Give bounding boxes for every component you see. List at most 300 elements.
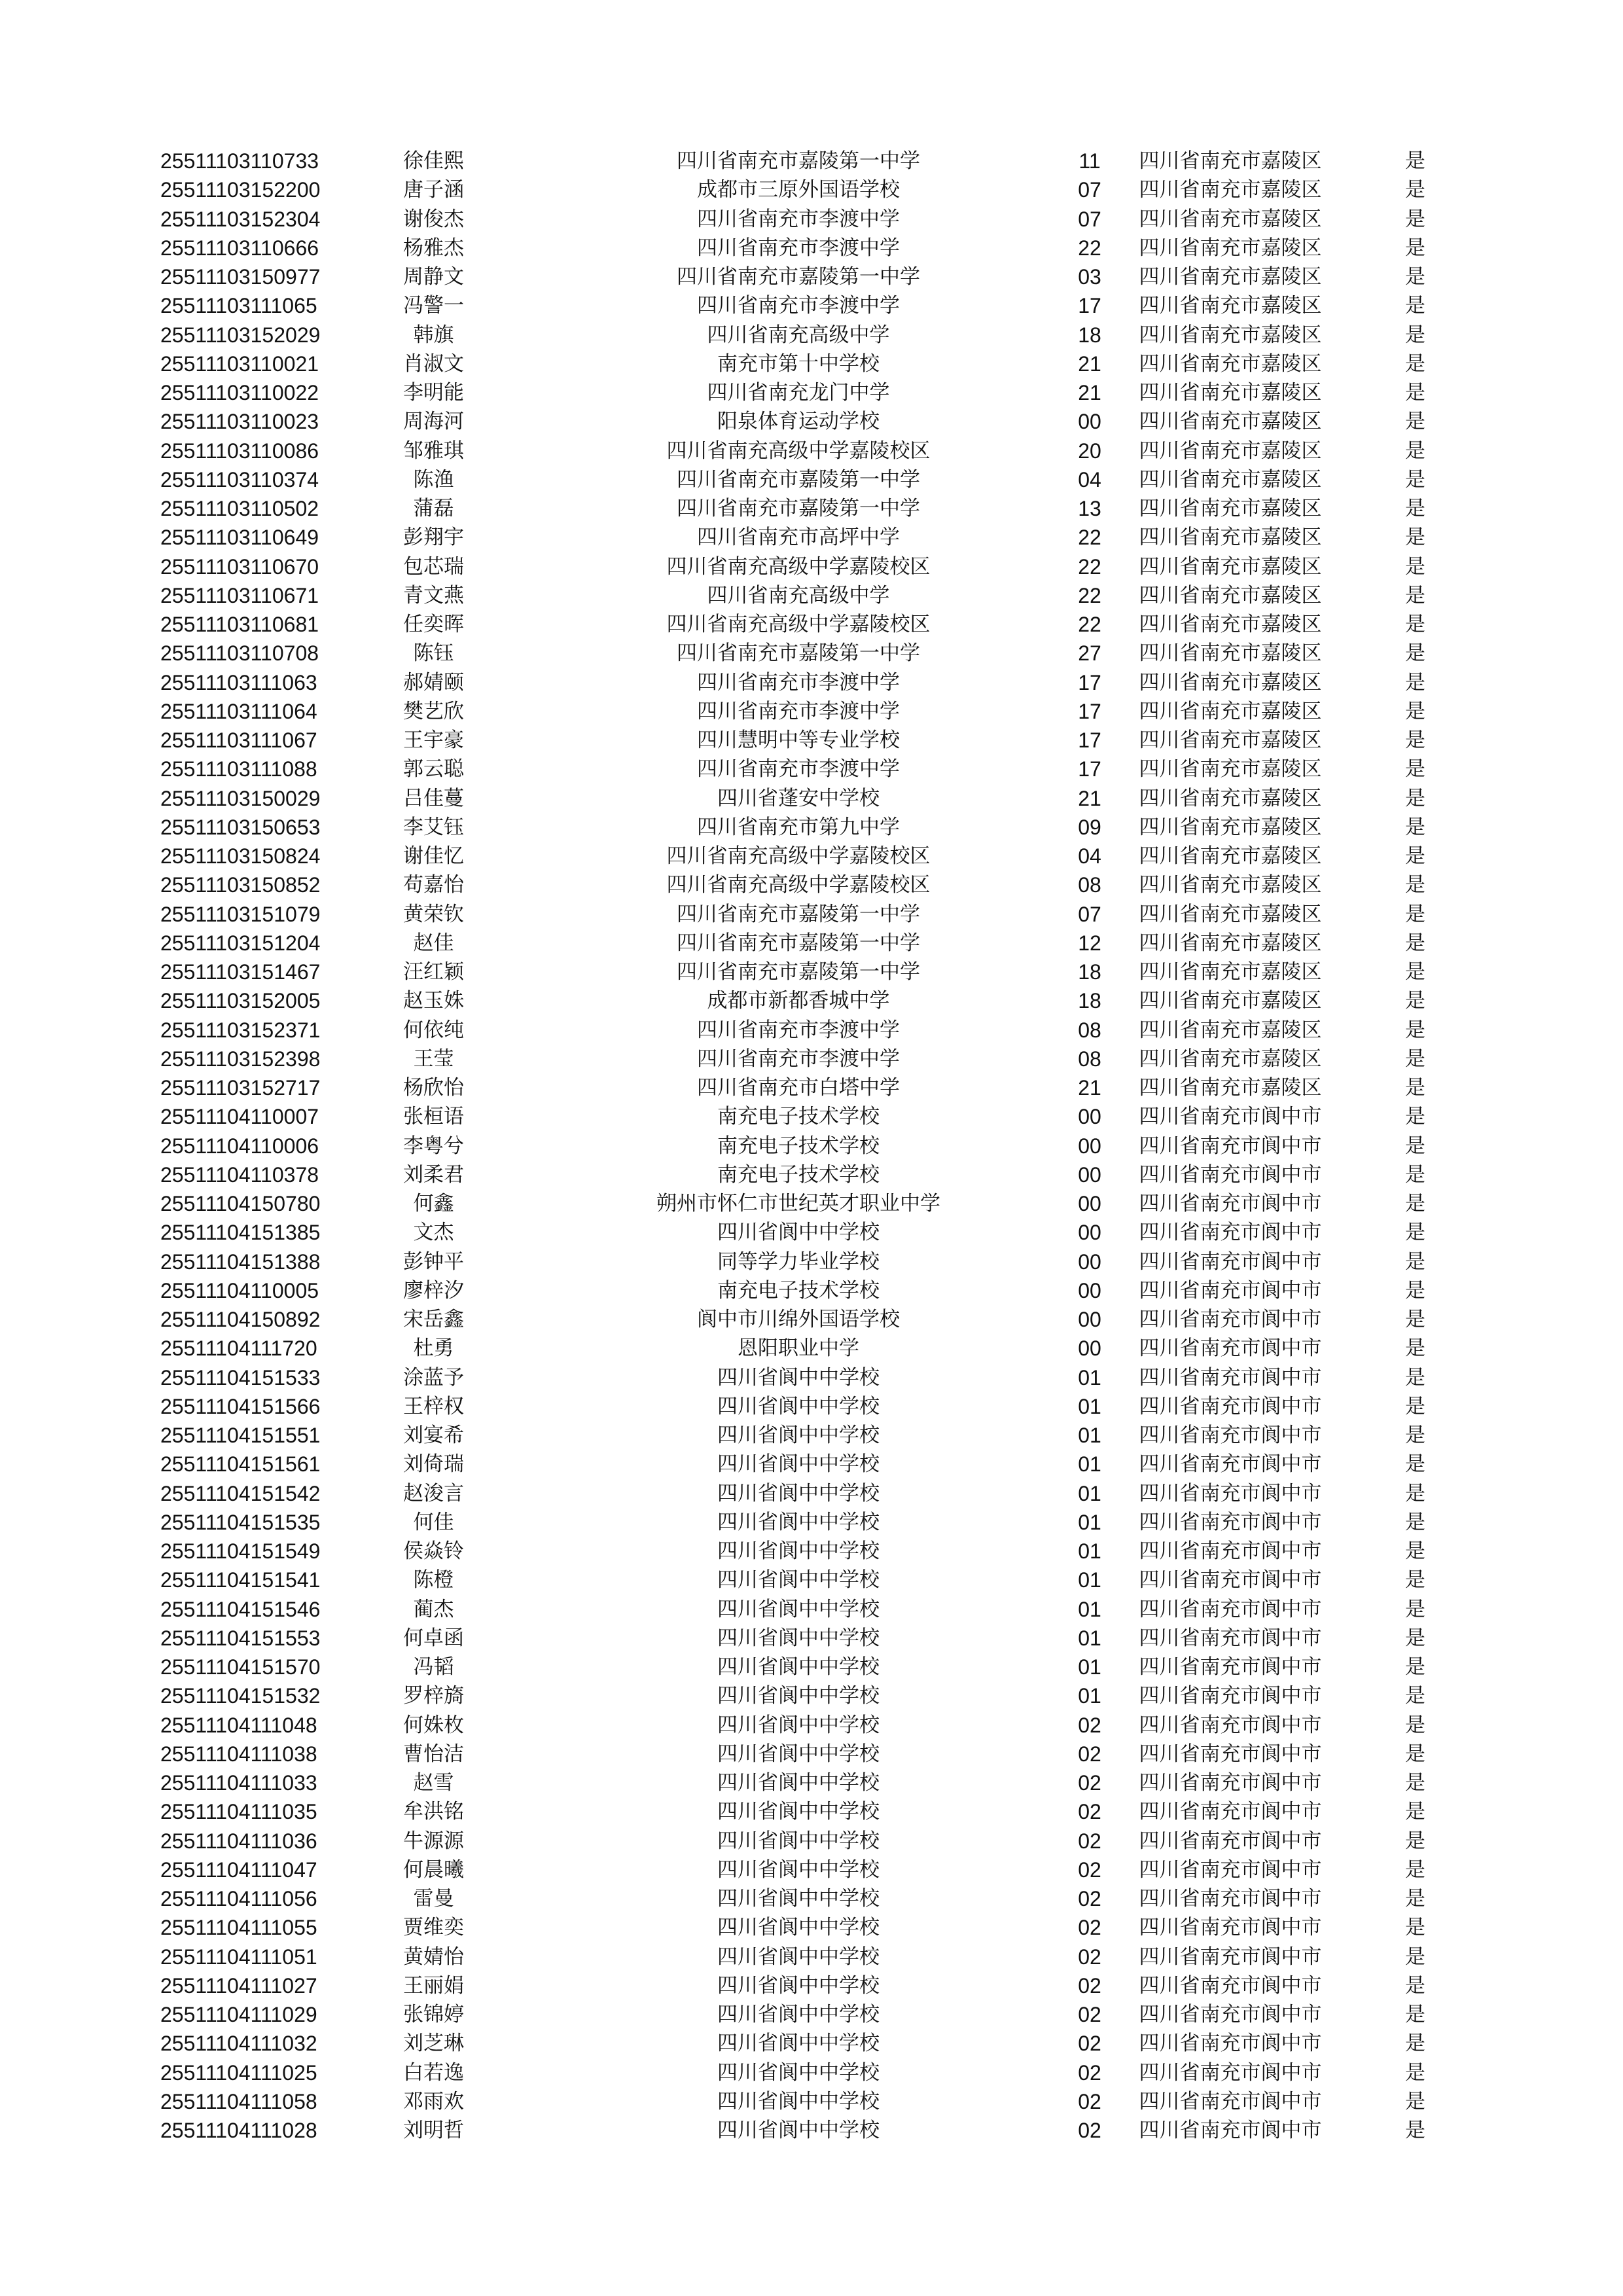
school-cell: 四川省阆中中学校 [717,1424,880,1447]
district-cell: 四川省南充市阆中市 [1139,1626,1322,1650]
district-cell: 四川省南充市嘉陵区 [1139,381,1322,404]
status-flag-cell: 是 [1405,699,1425,723]
district-cell: 四川省南充市嘉陵区 [1139,1018,1322,1042]
status-flag-cell: 是 [1405,757,1425,781]
class-code-cell: 02 [1078,2003,1101,2026]
school-cell: 四川省南充市第九中学 [697,815,900,839]
status-flag-cell: 是 [1405,786,1425,810]
student-id-cell: 25511103110681 [160,613,319,636]
class-code-cell: 18 [1078,989,1101,1013]
student-name-cell: 刘宴希 [403,1424,464,1447]
class-code-cell: 02 [1078,1771,1101,1795]
class-code-cell: 08 [1078,1047,1101,1071]
student-name-cell: 周静文 [403,265,464,289]
district-cell: 四川省南充市阆中市 [1139,1105,1322,1129]
school-cell: 四川省阆中中学校 [717,1713,880,1737]
class-code-cell: 01 [1078,1394,1101,1418]
student-name-cell: 肖淑文 [403,351,464,376]
status-flag-cell: 是 [1405,178,1425,202]
class-code-cell: 00 [1078,1249,1101,1274]
school-cell: 四川省南充市嘉陵第一中学 [677,641,920,666]
status-flag-cell: 是 [1405,1655,1425,1679]
student-name-cell: 罗梓旖 [403,1684,464,1708]
class-code-cell: 22 [1078,526,1101,550]
class-code-cell: 20 [1078,439,1101,463]
student-name-cell: 牟洪铭 [403,1800,464,1824]
table-row [160,1508,1443,1537]
student-id-cell: 25511103110021 [160,351,319,376]
table-row [160,1884,1443,1913]
class-code-cell: 00 [1078,1336,1101,1361]
district-cell: 四川省南充市阆中市 [1139,1684,1322,1708]
class-code-cell: 17 [1078,670,1101,694]
class-code-cell: 02 [1078,2060,1101,2085]
class-code-cell: 22 [1078,554,1101,579]
table-row [160,1971,1443,2000]
class-code-cell: 00 [1078,1308,1101,1331]
school-cell: 四川省阆中中学校 [717,1829,880,1853]
status-flag-cell: 是 [1405,1829,1425,1853]
table-row [160,1624,1443,1653]
student-id-cell: 25511104151535 [160,1510,321,1534]
student-id-cell: 25511103111088 [160,757,317,781]
table-row [160,958,1443,986]
table-row [160,1913,1443,1942]
school-cell: 四川省阆中中学校 [717,2089,880,2113]
district-cell: 四川省南充市阆中市 [1139,1481,1322,1505]
district-cell: 四川省南充市嘉陵区 [1139,149,1322,173]
table-row [160,842,1443,870]
district-cell: 四川省南充市阆中市 [1139,1221,1322,1245]
student-name-cell: 张桓语 [403,1105,464,1129]
school-cell: 四川省南充市李渡中学 [697,1018,900,1042]
student-name-cell: 陈渔 [413,467,454,492]
student-name-cell: 贾维奕 [403,1916,464,1940]
table-row [160,2000,1443,2029]
class-code-cell: 11 [1079,149,1101,173]
status-flag-cell: 是 [1405,1134,1425,1158]
student-name-cell: 杨欣怡 [403,1076,464,1100]
district-cell: 四川省南充市阆中市 [1139,2003,1322,2026]
table-row [160,1045,1443,1073]
school-cell: 四川省蓬安中学校 [717,786,880,810]
school-cell: 四川省阆中中学校 [717,1684,880,1708]
table-row [160,870,1443,899]
school-cell: 四川省阆中中学校 [717,1945,880,1969]
student-name-cell: 唐子涵 [403,178,464,202]
status-flag-cell: 是 [1405,1887,1425,1910]
status-flag-cell: 是 [1405,2060,1425,2085]
table-row [160,2087,1443,2116]
table-row [160,1189,1443,1218]
student-id-cell: 25511104151385 [160,1221,321,1245]
table-row [160,234,1443,262]
student-id-cell: 25511103150824 [160,844,321,868]
student-id-cell: 25511104151570 [160,1655,321,1679]
student-id-cell: 25511104151542 [160,1481,321,1505]
student-name-cell: 李艾钰 [403,815,464,839]
student-id-cell: 25511103152029 [160,323,321,347]
class-code-cell: 02 [1078,1945,1101,1969]
student-id-cell: 25511103152371 [160,1018,321,1042]
district-cell: 四川省南充市阆中市 [1139,1336,1322,1361]
status-flag-cell: 是 [1405,1973,1425,1998]
class-code-cell: 01 [1078,1481,1101,1505]
status-flag-cell: 是 [1405,1192,1425,1215]
district-cell: 四川省南充市嘉陵区 [1139,1047,1322,1071]
school-cell: 四川省阆中中学校 [717,1742,880,1766]
district-cell: 四川省南充市阆中市 [1139,1742,1322,1766]
student-name-cell: 廖梓汐 [403,1278,464,1302]
student-name-cell: 陈钰 [413,641,454,666]
student-name-cell: 侯焱铃 [403,1539,464,1563]
student-name-cell: 赵雪 [413,1771,454,1795]
class-code-cell: 18 [1078,960,1101,984]
status-flag-cell: 是 [1405,1076,1425,1100]
class-code-cell: 00 [1078,1134,1101,1158]
school-cell: 四川省南充市李渡中学 [697,207,900,231]
student-id-cell: 25511104110378 [160,1162,319,1187]
class-code-cell: 21 [1078,351,1101,376]
district-cell: 四川省南充市阆中市 [1139,1916,1322,1940]
class-code-cell: 13 [1078,497,1101,520]
district-cell: 四川省南充市阆中市 [1139,1192,1322,1215]
school-cell: 南充电子技术学校 [717,1162,880,1187]
district-cell: 四川省南充市嘉陵区 [1139,351,1322,376]
status-flag-cell: 是 [1405,873,1425,897]
student-name-cell: 刘柔君 [403,1162,464,1187]
district-cell: 四川省南充市嘉陵区 [1139,873,1322,897]
student-id-cell: 25511103111063 [160,670,317,694]
district-cell: 四川省南充市阆中市 [1139,1887,1322,1910]
school-cell: 四川省阆中中学校 [717,1655,880,1679]
class-code-cell: 00 [1078,1192,1101,1215]
student-name-cell: 黄婧怡 [403,1945,464,1969]
student-name-cell: 涂蓝予 [403,1365,464,1390]
status-flag-cell: 是 [1405,1105,1425,1129]
student-id-cell: 25511104110007 [160,1105,319,1129]
status-flag-cell: 是 [1405,1945,1425,1969]
student-name-cell: 周海河 [403,410,464,434]
class-code-cell: 22 [1078,613,1101,636]
student-name-cell: 雷曼 [413,1887,454,1910]
class-code-cell: 04 [1078,844,1101,868]
student-id-cell: 25511104151388 [160,1249,321,1274]
district-cell: 四川省南充市阆中市 [1139,1365,1322,1390]
student-id-cell: 25511104111036 [160,1829,317,1853]
status-flag-cell: 是 [1405,844,1425,868]
district-cell: 四川省南充市嘉陵区 [1139,728,1322,752]
student-id-cell: 25511104151541 [160,1568,321,1592]
status-flag-cell: 是 [1405,1857,1425,1882]
district-cell: 四川省南充市阆中市 [1139,2119,1322,2142]
status-flag-cell: 是 [1405,931,1425,955]
table-row [160,205,1443,234]
status-flag-cell: 是 [1405,1336,1425,1361]
district-cell: 四川省南充市阆中市 [1139,1771,1322,1795]
status-flag-cell: 是 [1405,1626,1425,1650]
table-row [160,291,1443,320]
student-id-cell: 25511103110086 [160,439,319,463]
student-table [160,147,1443,2145]
student-name-cell: 杨雅杰 [403,236,464,260]
district-cell: 四川省南充市嘉陵区 [1139,641,1322,666]
student-id-cell: 25511104151549 [160,1539,321,1563]
status-flag-cell: 是 [1405,1308,1425,1331]
district-cell: 四川省南充市阆中市 [1139,1452,1322,1477]
class-code-cell: 01 [1078,1510,1101,1534]
table-row [160,813,1443,842]
table-row [160,610,1443,639]
district-cell: 四川省南充市嘉陵区 [1139,554,1322,579]
table-row [160,2058,1443,2087]
school-cell: 南充市第十中学校 [717,351,880,376]
class-code-cell: 27 [1078,641,1101,666]
student-name-cell: 赵佳 [413,931,454,955]
class-code-cell: 02 [1078,1916,1101,1940]
school-cell: 南充电子技术学校 [717,1105,880,1129]
table-row [160,1218,1443,1247]
class-code-cell: 17 [1078,728,1101,752]
status-flag-cell: 是 [1405,467,1425,492]
student-name-cell: 刘倚瑞 [403,1452,464,1477]
table-row [160,1479,1443,1508]
table-row [160,1653,1443,1681]
table-row [160,2116,1443,2145]
student-name-cell: 牛源源 [403,1829,464,1853]
status-flag-cell: 是 [1405,902,1425,926]
student-name-cell: 王莹 [413,1047,454,1071]
district-cell: 四川省南充市嘉陵区 [1139,670,1322,694]
student-id-cell: 25511103110649 [160,526,319,550]
student-id-cell: 25511103111067 [160,728,317,752]
student-name-cell: 蔺杰 [413,1597,454,1621]
district-cell: 四川省南充市嘉陵区 [1139,207,1322,231]
school-cell: 四川省南充市嘉陵第一中学 [677,902,920,926]
district-cell: 四川省南充市阆中市 [1139,1857,1322,1882]
student-name-cell: 何卓函 [403,1626,464,1650]
class-code-cell: 00 [1078,1162,1101,1187]
class-code-cell: 07 [1078,178,1101,202]
status-flag-cell: 是 [1405,1365,1425,1390]
student-id-cell: 25511104111055 [160,1916,317,1940]
status-flag-cell: 是 [1405,641,1425,666]
student-id-cell: 25511104111025 [160,2060,317,2085]
status-flag-cell: 是 [1405,1510,1425,1534]
table-row [160,1334,1443,1363]
class-code-cell: 07 [1078,902,1101,926]
school-cell: 四川省南充市嘉陵第一中学 [677,265,920,289]
status-flag-cell: 是 [1405,613,1425,636]
student-name-cell: 何依纯 [403,1018,464,1042]
student-name-cell: 徐佳熙 [403,149,464,173]
student-id-cell: 25511103152398 [160,1047,321,1071]
student-name-cell: 张锦婷 [403,2003,464,2026]
table-row [160,784,1443,813]
district-cell: 四川省南充市嘉陵区 [1139,1076,1322,1100]
student-id-cell: 25511103110670 [160,554,319,579]
class-code-cell: 17 [1078,699,1101,723]
table-row [160,726,1443,755]
student-name-cell: 何鑫 [413,1192,454,1215]
class-code-cell: 21 [1078,786,1101,810]
school-cell: 朔州市怀仁市世纪英才职业中学 [656,1192,940,1215]
student-name-cell: 冯警一 [403,294,464,318]
school-cell: 四川省阆中中学校 [717,1568,880,1592]
class-code-cell: 04 [1078,467,1101,492]
status-flag-cell: 是 [1405,815,1425,839]
school-cell: 四川省南充市嘉陵第一中学 [677,497,920,520]
district-cell: 四川省南充市嘉陵区 [1139,613,1322,636]
table-row [160,1276,1443,1305]
class-code-cell: 02 [1078,2119,1101,2142]
status-flag-cell: 是 [1405,1916,1425,1940]
student-id-cell: 25511104111032 [160,2032,317,2056]
school-cell: 成都市三原外国语学校 [697,178,900,202]
class-code-cell: 01 [1078,1597,1101,1621]
school-cell: 四川省南充高级中学嘉陵校区 [666,554,931,579]
student-id-cell: 25511104111027 [160,1973,317,1998]
district-cell: 四川省南充市嘉陵区 [1139,294,1322,318]
class-code-cell: 00 [1078,1105,1101,1129]
class-code-cell: 08 [1078,1018,1101,1042]
status-flag-cell: 是 [1405,1162,1425,1187]
student-id-cell: 25511103152304 [160,207,321,231]
student-id-cell: 25511104111033 [160,1771,317,1795]
class-code-cell: 01 [1078,1424,1101,1447]
table-row [160,581,1443,610]
school-cell: 四川省阆中中学校 [717,2032,880,2056]
table-row [160,1392,1443,1421]
class-code-cell: 21 [1078,1076,1101,1100]
status-flag-cell: 是 [1405,960,1425,984]
status-flag-cell: 是 [1405,1742,1425,1766]
class-code-cell: 00 [1078,410,1101,434]
status-flag-cell: 是 [1405,554,1425,579]
school-cell: 四川省南充高级中学嘉陵校区 [666,439,931,463]
student-name-cell: 陈橙 [413,1568,454,1592]
district-cell: 四川省南充市阆中市 [1139,1539,1322,1563]
school-cell: 四川省南充市嘉陵第一中学 [677,467,920,492]
table-row [160,321,1443,350]
table-row [160,1363,1443,1392]
student-id-cell: 25511103111065 [160,294,317,318]
status-flag-cell: 是 [1405,728,1425,752]
student-name-cell: 宋岳鑫 [403,1308,464,1331]
table-row [160,494,1443,523]
table-row [160,1797,1443,1826]
status-flag-cell: 是 [1405,1221,1425,1245]
status-flag-cell: 是 [1405,670,1425,694]
school-cell: 南充电子技术学校 [717,1278,880,1302]
school-cell: 四川省南充市嘉陵第一中学 [677,931,920,955]
district-cell: 四川省南充市阆中市 [1139,2089,1322,2113]
class-code-cell: 12 [1078,931,1101,955]
student-id-cell: 25511103150852 [160,873,321,897]
school-cell: 四川省阆中中学校 [717,1857,880,1882]
student-name-cell: 赵玉姝 [403,989,464,1013]
district-cell: 四川省南充市嘉陵区 [1139,439,1322,463]
student-id-cell: 25511104150780 [160,1192,321,1215]
district-cell: 四川省南充市嘉陵区 [1139,583,1322,607]
district-cell: 四川省南充市嘉陵区 [1139,902,1322,926]
status-flag-cell: 是 [1405,497,1425,520]
student-name-cell: 杜勇 [413,1336,454,1361]
status-flag-cell: 是 [1405,1713,1425,1737]
district-cell: 四川省南充市嘉陵区 [1139,236,1322,260]
status-flag-cell: 是 [1405,1424,1425,1447]
school-cell: 四川省南充高级中学 [707,583,890,607]
student-id-cell: 25511104151561 [160,1452,321,1477]
status-flag-cell: 是 [1405,1047,1425,1071]
table-row [160,1247,1443,1276]
table-row [160,523,1443,552]
student-id-cell: 25511103150653 [160,815,321,839]
status-flag-cell: 是 [1405,989,1425,1013]
table-row [160,1132,1443,1160]
student-id-cell: 25511104151533 [160,1365,321,1390]
status-flag-cell: 是 [1405,1481,1425,1505]
student-id-cell: 25511103150977 [160,265,321,289]
district-cell: 四川省南充市嘉陵区 [1139,323,1322,347]
district-cell: 四川省南充市阆中市 [1139,1424,1322,1447]
status-flag-cell: 是 [1405,1684,1425,1708]
table-row [160,697,1443,726]
table-row [160,1102,1443,1131]
class-code-cell: 18 [1078,323,1101,347]
student-id-cell: 25511103110666 [160,236,319,260]
school-cell: 同等学力毕业学校 [717,1249,880,1274]
status-flag-cell: 是 [1405,207,1425,231]
student-name-cell: 王宇豪 [403,728,464,752]
school-cell: 四川省阆中中学校 [717,2119,880,2142]
district-cell: 四川省南充市嘉陵区 [1139,757,1322,781]
table-row [160,407,1443,436]
status-flag-cell: 是 [1405,410,1425,434]
table-row [160,1160,1443,1189]
status-flag-cell: 是 [1405,1018,1425,1042]
table-row [160,465,1443,494]
student-name-cell: 何姝枚 [403,1713,464,1737]
class-code-cell: 02 [1078,1829,1101,1853]
student-name-cell: 曹怡洁 [403,1742,464,1766]
class-code-cell: 02 [1078,2089,1101,2113]
status-flag-cell: 是 [1405,351,1425,376]
student-name-cell: 邹雅琪 [403,439,464,463]
table-row [160,175,1443,204]
district-cell: 四川省南充市嘉陵区 [1139,960,1322,984]
table-row [160,1740,1443,1768]
class-code-cell: 02 [1078,1887,1101,1910]
table-row [160,437,1443,465]
district-cell: 四川省南充市阆中市 [1139,1655,1322,1679]
table-row [160,1595,1443,1624]
table-row [160,1856,1443,1884]
status-flag-cell: 是 [1405,526,1425,550]
student-name-cell: 青文燕 [403,583,464,607]
school-cell: 阆中市川绵外国语学校 [697,1308,900,1331]
student-id-cell: 25511103151467 [160,960,321,984]
student-name-cell: 郝婧颐 [403,670,464,694]
student-id-cell: 25511104150892 [160,1308,321,1331]
school-cell: 四川省南充高级中学嘉陵校区 [666,873,931,897]
table-row [160,1566,1443,1594]
district-cell: 四川省南充市阆中市 [1139,1249,1322,1274]
student-id-cell: 25511103110022 [160,381,319,404]
status-flag-cell: 是 [1405,265,1425,289]
student-name-cell: 刘明哲 [403,2119,464,2142]
district-cell: 四川省南充市嘉陵区 [1139,178,1322,202]
